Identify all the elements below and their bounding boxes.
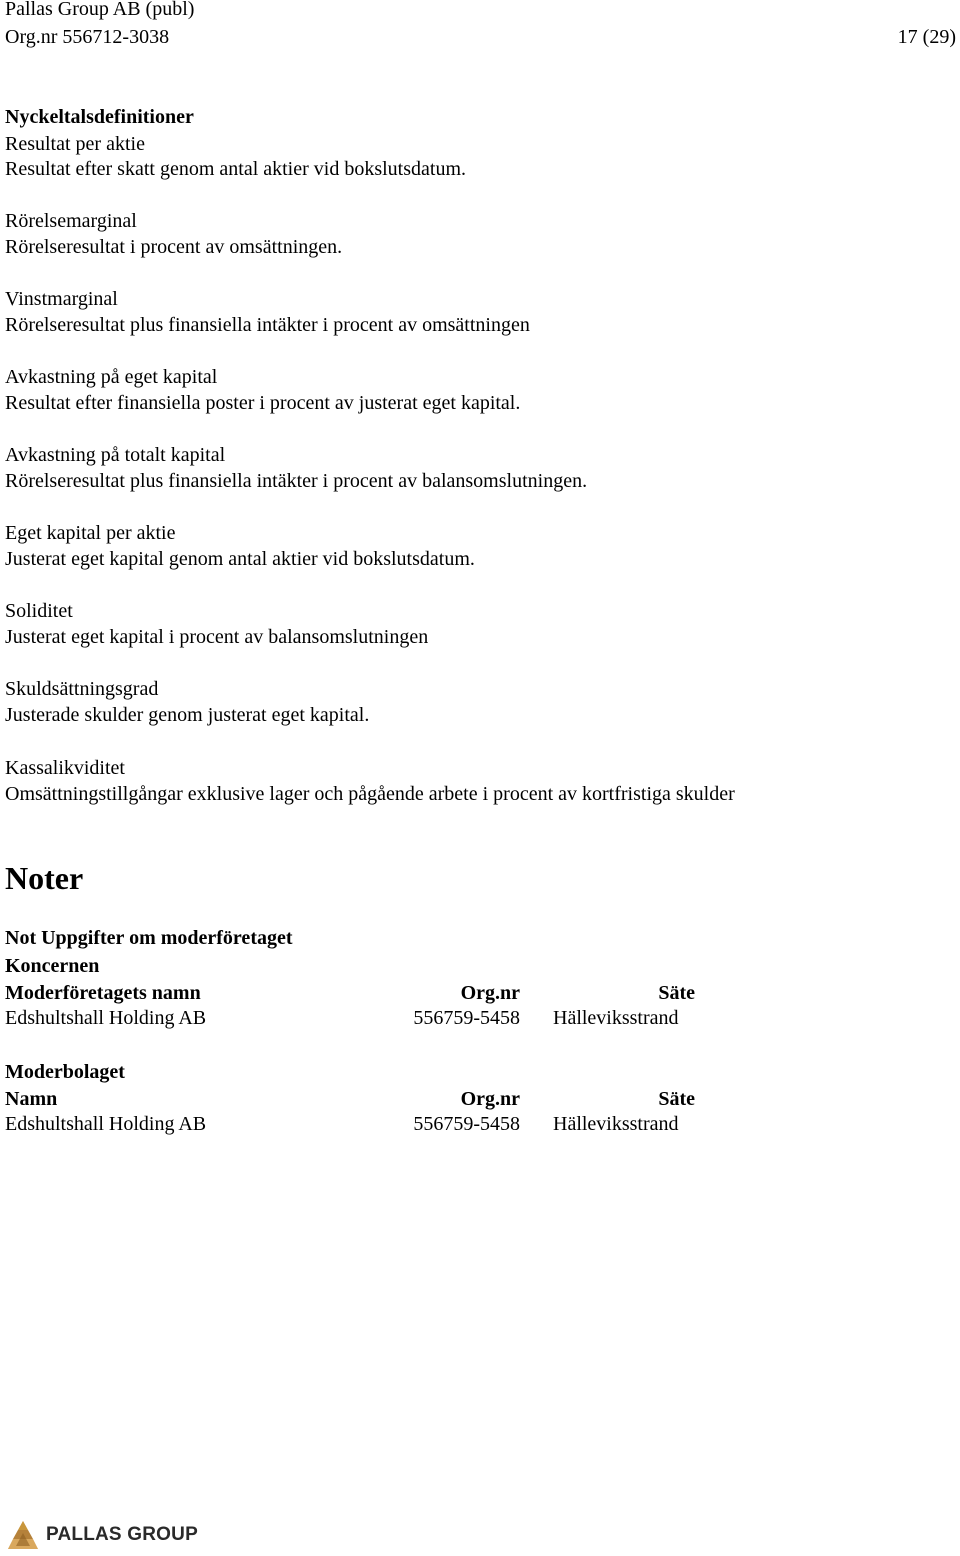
definition-term: Soliditet: [5, 600, 73, 622]
pallas-group-logo: [6, 1518, 198, 1552]
table-header-sate: Säte: [658, 1088, 695, 1110]
definition-term: Avkastning på totalt kapital: [5, 444, 226, 466]
definition-desc: Rörelseresultat i procent av omsättningen.: [5, 236, 343, 258]
page-number: 17 (29): [897, 26, 956, 48]
table-cell-sate: Hälleviksstrand: [553, 1113, 679, 1135]
table-header-orgnr: Org.nr: [460, 1088, 520, 1110]
definition-desc: Resultat efter finansiella poster i procent av justerat eget kapital.: [5, 392, 521, 414]
definition-desc: Omsättningstillgångar exklusive lager och pågående arbete i procent av kortfristiga skulder: [5, 783, 735, 805]
table-header-sate: Säte: [658, 982, 695, 1004]
table-cell-name: Edshultshall Holding AB: [5, 1113, 207, 1135]
definition-term: Skuldsättningsgrad: [5, 678, 159, 700]
logo-text: PALLAS GROUP: [46, 1524, 198, 1545]
definitions-heading: Nyckeltalsdefinitioner: [5, 106, 194, 128]
table-cell-orgnr: 556759-5458: [413, 1113, 520, 1135]
notes-heading: Noter: [5, 860, 84, 896]
table-cell-orgnr: 556759-5458: [413, 1007, 520, 1029]
definition-desc: Justerat eget kapital i procent av balansomslutningen: [5, 626, 429, 648]
definition-desc: Rörelseresultat plus finansiella intäkter i procent av balansomslutningen.: [5, 470, 588, 492]
table-header-name: Moderföretagets namn: [5, 982, 201, 1004]
definition-term: Resultat per aktie: [5, 133, 145, 155]
definition-desc: Rörelseresultat plus finansiella intäkter i procent av omsättningen: [5, 314, 530, 336]
parent-title: Moderbolaget: [5, 1061, 125, 1083]
table-cell-sate: Hälleviksstrand: [553, 1007, 679, 1029]
definition-term: Kassalikviditet: [5, 757, 125, 779]
table-header-name: Namn: [5, 1088, 58, 1110]
pallas-triangle-icon: [6, 1519, 40, 1551]
table-cell-name: Edshultshall Holding AB: [5, 1007, 207, 1029]
table-header-orgnr: Org.nr: [460, 982, 520, 1004]
definition-desc: Resultat efter skatt genom antal aktier vid bokslutsdatum.: [5, 158, 467, 180]
note-title: Not Uppgifter om moderföretaget: [5, 927, 293, 949]
company-name: Pallas Group AB (publ): [5, 0, 195, 20]
definition-term: Vinstmarginal: [5, 288, 118, 310]
definition-term: Eget kapital per aktie: [5, 522, 176, 544]
definition-desc: Justerat eget kapital genom antal aktier vid bokslutsdatum.: [5, 548, 475, 570]
group-title: Koncernen: [5, 955, 100, 977]
definition-term: Avkastning på eget kapital: [5, 366, 218, 388]
definition-term: Rörelsemarginal: [5, 210, 137, 232]
org-number: Org.nr 556712-3038: [5, 26, 170, 48]
definition-desc: Justerade skulder genom justerat eget kapital.: [5, 704, 370, 726]
